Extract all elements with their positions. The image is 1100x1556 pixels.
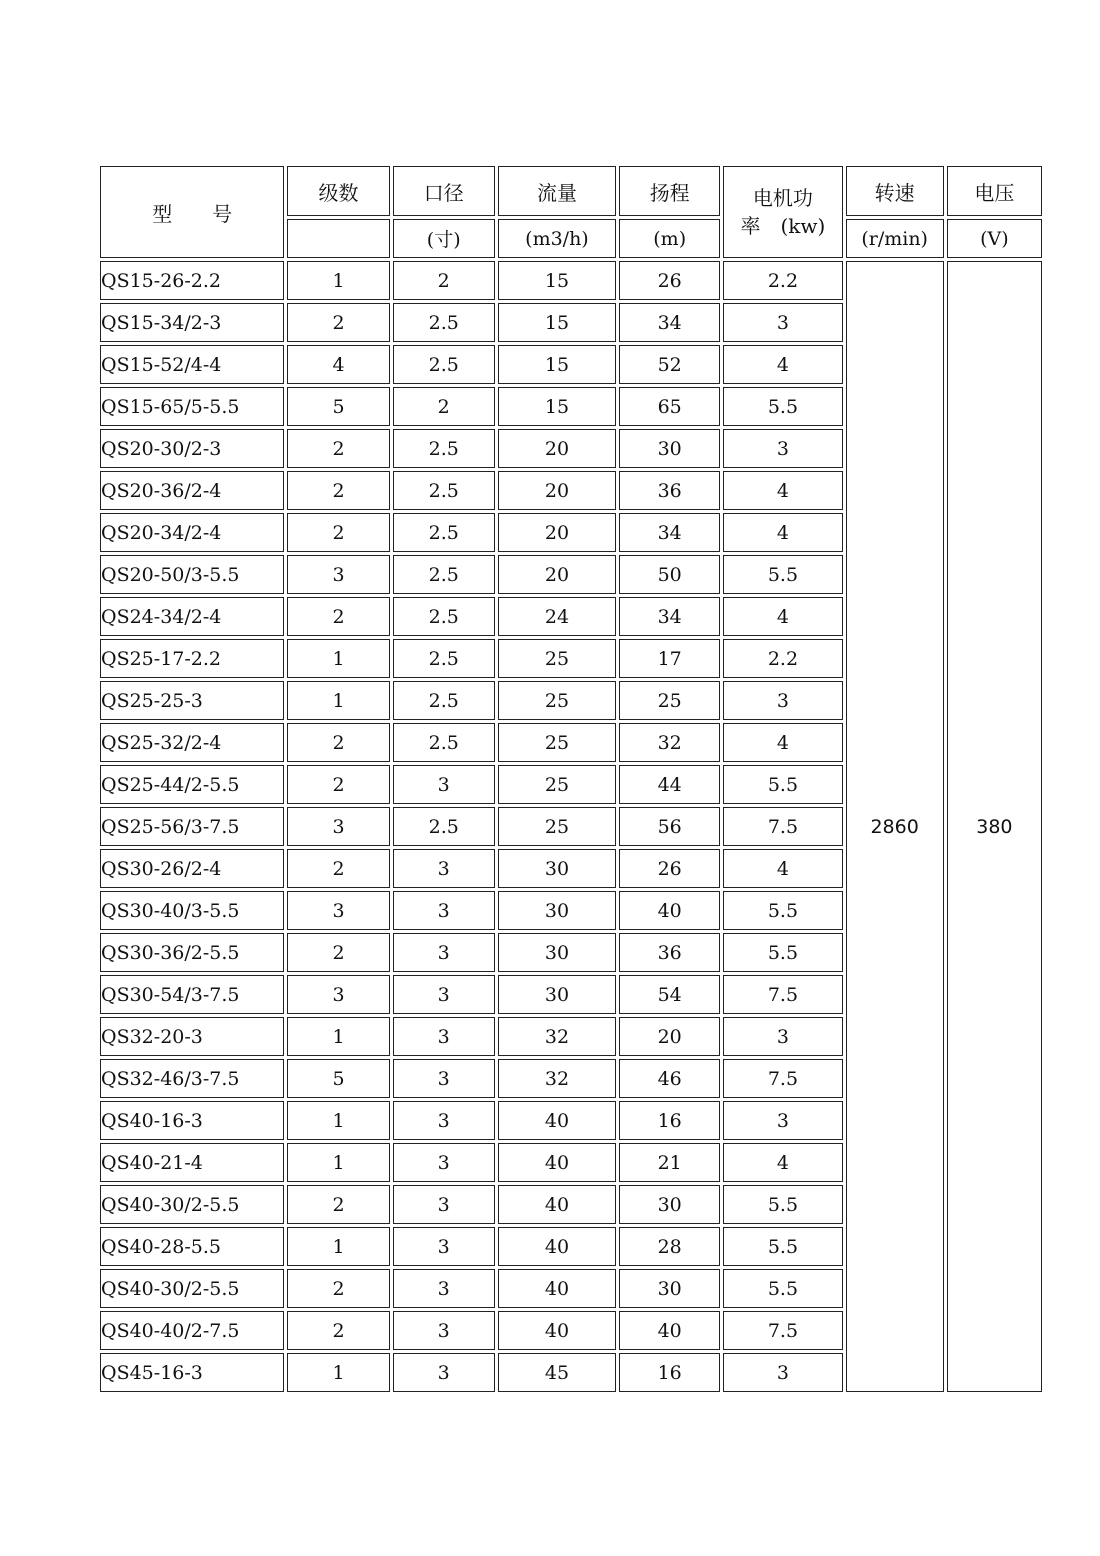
cell-power: 4: [723, 723, 842, 762]
cell-model: QS40-28-5.5: [100, 1227, 284, 1266]
cell-diameter: 3: [393, 1269, 495, 1308]
cell-power: 3: [723, 1017, 842, 1056]
cell-head: 30: [619, 429, 720, 468]
cell-flow: 30: [498, 891, 616, 930]
cell-head: 25: [619, 681, 720, 720]
cell-head: 16: [619, 1101, 720, 1140]
table-row: [100, 261, 1042, 300]
cell-flow: 15: [498, 261, 616, 300]
cell-stages: 2: [287, 513, 389, 552]
cell-stages: 1: [287, 681, 389, 720]
cell-diameter: 3: [393, 933, 495, 972]
cell-head: 46: [619, 1059, 720, 1098]
cell-power: 4: [723, 849, 842, 888]
cell-stages: 2: [287, 765, 389, 804]
cell-stages: 2: [287, 597, 389, 636]
cell-model: QS25-56/3-7.5: [100, 807, 284, 846]
header-stages: [287, 166, 389, 216]
cell-stages: 2: [287, 1269, 389, 1308]
cell-flow: 20: [498, 513, 616, 552]
cell-model: QS25-17-2.2: [100, 639, 284, 678]
cell-head: 50: [619, 555, 720, 594]
header-voltage: [947, 166, 1042, 216]
cell-power: 5.5: [723, 933, 842, 972]
cell-diameter: 2.5: [393, 471, 495, 510]
cell-diameter: 2.5: [393, 303, 495, 342]
header-speed: [846, 166, 944, 216]
cell-head: 28: [619, 1227, 720, 1266]
cell-flow: 40: [498, 1101, 616, 1140]
cell-model: QS30-26/2-4: [100, 849, 284, 888]
cell-power: 4: [723, 471, 842, 510]
header-voltage-label: 电压: [974, 180, 1015, 205]
cell-head: 26: [619, 261, 720, 300]
cell-diameter: 2.5: [393, 345, 495, 384]
cell-diameter: 2.5: [393, 513, 495, 552]
cell-model: QS20-36/2-4: [100, 471, 284, 510]
header-flow: [498, 166, 616, 216]
cell-flow: 32: [498, 1059, 616, 1098]
cell-flow: 15: [498, 387, 616, 426]
cell-model: QS15-26-2.2: [100, 261, 284, 300]
cell-power: 3: [723, 303, 842, 342]
cell-flow: 25: [498, 723, 616, 762]
cell-model: QS40-16-3: [100, 1101, 284, 1140]
cell-power: 3: [723, 681, 842, 720]
cell-flow: 40: [498, 1185, 616, 1224]
cell-stages: 2: [287, 933, 389, 972]
cell-diameter: 2.5: [393, 723, 495, 762]
header-flow-unit: (m3/h): [498, 219, 616, 258]
cell-head: 16: [619, 1353, 720, 1392]
header-row-1: [100, 166, 1042, 216]
cell-diameter: 3: [393, 1143, 495, 1182]
cell-flow: 20: [498, 429, 616, 468]
cell-flow: 20: [498, 471, 616, 510]
cell-stages: 1: [287, 261, 389, 300]
cell-diameter: 2.5: [393, 429, 495, 468]
cell-power: 4: [723, 597, 842, 636]
cell-stages: 2: [287, 1185, 389, 1224]
cell-stages: 3: [287, 891, 389, 930]
cell-model: QS40-30/2-5.5: [100, 1269, 284, 1308]
cell-head: 44: [619, 765, 720, 804]
cell-power: 2.2: [723, 261, 842, 300]
cell-stages: 2: [287, 471, 389, 510]
cell-flow: 20: [498, 555, 616, 594]
cell-power: 5.5: [723, 891, 842, 930]
header-power-line2: 率 (kw): [740, 214, 826, 238]
cell-model: QS20-30/2-3: [100, 429, 284, 468]
header-voltage-unit: (V): [947, 219, 1042, 258]
cell-stages: 1: [287, 1143, 389, 1182]
cell-flow: 32: [498, 1017, 616, 1056]
cell-head: 30: [619, 1269, 720, 1308]
cell-flow: 40: [498, 1143, 616, 1182]
cell-flow: 25: [498, 765, 616, 804]
cell-model: QS30-40/3-5.5: [100, 891, 284, 930]
cell-head: 32: [619, 723, 720, 762]
cell-head: 40: [619, 1311, 720, 1350]
cell-stages: 3: [287, 555, 389, 594]
cell-power: 7.5: [723, 1059, 842, 1098]
cell-model: QS24-34/2-4: [100, 597, 284, 636]
cell-power: 4: [723, 513, 842, 552]
cell-head: 20: [619, 1017, 720, 1056]
cell-stages: 2: [287, 1311, 389, 1350]
header-power-line1: 电机功: [752, 186, 813, 210]
cell-model: QS30-54/3-7.5: [100, 975, 284, 1014]
cell-head: 30: [619, 1185, 720, 1224]
cell-stages: 1: [287, 1101, 389, 1140]
cell-diameter: 2.5: [393, 639, 495, 678]
cell-stages: 2: [287, 429, 389, 468]
cell-model: QS30-36/2-5.5: [100, 933, 284, 972]
cell-power: 7.5: [723, 1311, 842, 1350]
cell-power: 5.5: [723, 387, 842, 426]
cell-head: 34: [619, 513, 720, 552]
cell-model: QS15-52/4-4: [100, 345, 284, 384]
cell-model: QS32-20-3: [100, 1017, 284, 1056]
cell-head: 34: [619, 597, 720, 636]
cell-model: QS45-16-3: [100, 1353, 284, 1392]
cell-diameter: 3: [393, 975, 495, 1014]
cell-stages: 1: [287, 1227, 389, 1266]
cell-stages: 5: [287, 387, 389, 426]
cell-flow: 40: [498, 1227, 616, 1266]
cell-model: QS40-40/2-7.5: [100, 1311, 284, 1350]
cell-flow: 30: [498, 975, 616, 1014]
cell-head: 56: [619, 807, 720, 846]
header-model-label: 型 号: [152, 201, 233, 226]
cell-voltage-merged: 380: [947, 261, 1042, 1392]
cell-model: QS25-25-3: [100, 681, 284, 720]
cell-diameter: 3: [393, 1353, 495, 1392]
cell-power: 4: [723, 345, 842, 384]
cell-power: 5.5: [723, 765, 842, 804]
cell-power: 7.5: [723, 807, 842, 846]
cell-model: QS40-21-4: [100, 1143, 284, 1182]
cell-power: 3: [723, 429, 842, 468]
cell-flow: 24: [498, 597, 616, 636]
cell-diameter: 3: [393, 1101, 495, 1140]
header-stages-label: 级数: [318, 180, 359, 205]
cell-power: 4: [723, 1143, 842, 1182]
cell-diameter: 2.5: [393, 807, 495, 846]
cell-diameter: 3: [393, 1185, 495, 1224]
cell-head: 52: [619, 345, 720, 384]
cell-power: 2.2: [723, 639, 842, 678]
cell-flow: 40: [498, 1311, 616, 1350]
header-head-label: 扬程: [649, 180, 690, 205]
cell-flow: 30: [498, 933, 616, 972]
cell-model: QS32-46/3-7.5: [100, 1059, 284, 1098]
header-model: [100, 166, 284, 258]
cell-model: QS25-44/2-5.5: [100, 765, 284, 804]
cell-stages: 1: [287, 1017, 389, 1056]
cell-diameter: 2.5: [393, 681, 495, 720]
header-flow-label: 流量: [536, 180, 577, 205]
cell-stages: 1: [287, 1353, 389, 1392]
header-power: [723, 166, 842, 258]
cell-diameter: 3: [393, 891, 495, 930]
cell-power: 5.5: [723, 1227, 842, 1266]
cell-flow: 45: [498, 1353, 616, 1392]
cell-stages: 3: [287, 975, 389, 1014]
cell-head: 21: [619, 1143, 720, 1182]
header-head-unit: (m): [619, 219, 720, 258]
header-diameter-label: 口径: [423, 180, 464, 205]
cell-diameter: 3: [393, 1059, 495, 1098]
cell-stages: 2: [287, 303, 389, 342]
header-stages-unit: [287, 219, 389, 258]
cell-diameter: 2.5: [393, 597, 495, 636]
cell-flow: 25: [498, 807, 616, 846]
cell-model: QS15-65/5-5.5: [100, 387, 284, 426]
cell-stages: 1: [287, 639, 389, 678]
header-head: [619, 166, 720, 216]
header-diameter-unit: (寸): [393, 219, 495, 258]
cell-diameter: 3: [393, 1227, 495, 1266]
cell-diameter: 3: [393, 1311, 495, 1350]
cell-speed-merged: 2860: [846, 261, 944, 1392]
pump-spec-table: [97, 163, 1045, 1395]
spec-table-body: [100, 261, 1042, 1392]
cell-diameter: 3: [393, 765, 495, 804]
cell-model: QS20-34/2-4: [100, 513, 284, 552]
cell-head: 36: [619, 471, 720, 510]
cell-flow: 15: [498, 345, 616, 384]
cell-diameter: 2.5: [393, 555, 495, 594]
cell-power: 5.5: [723, 1269, 842, 1308]
cell-power: 5.5: [723, 555, 842, 594]
cell-diameter: 2: [393, 387, 495, 426]
header-speed-label: 转速: [874, 180, 915, 205]
cell-head: 36: [619, 933, 720, 972]
cell-stages: 5: [287, 1059, 389, 1098]
cell-stages: 3: [287, 807, 389, 846]
cell-stages: 2: [287, 723, 389, 762]
cell-flow: 25: [498, 639, 616, 678]
cell-power: 7.5: [723, 975, 842, 1014]
cell-power: 3: [723, 1353, 842, 1392]
cell-power: 3: [723, 1101, 842, 1140]
cell-diameter: 3: [393, 1017, 495, 1056]
cell-diameter: 3: [393, 849, 495, 888]
cell-stages: 4: [287, 345, 389, 384]
cell-power: 5.5: [723, 1185, 842, 1224]
cell-model: QS40-30/2-5.5: [100, 1185, 284, 1224]
cell-model: QS25-32/2-4: [100, 723, 284, 762]
cell-head: 65: [619, 387, 720, 426]
cell-model: QS20-50/3-5.5: [100, 555, 284, 594]
cell-head: 54: [619, 975, 720, 1014]
cell-diameter: 2: [393, 261, 495, 300]
cell-head: 26: [619, 849, 720, 888]
cell-flow: 25: [498, 681, 616, 720]
header-diameter: [393, 166, 495, 216]
cell-flow: 15: [498, 303, 616, 342]
cell-flow: 40: [498, 1269, 616, 1308]
cell-stages: 2: [287, 849, 389, 888]
cell-flow: 30: [498, 849, 616, 888]
cell-head: 17: [619, 639, 720, 678]
cell-head: 40: [619, 891, 720, 930]
header-speed-unit: (r/min): [846, 219, 944, 258]
cell-model: QS15-34/2-3: [100, 303, 284, 342]
cell-head: 34: [619, 303, 720, 342]
